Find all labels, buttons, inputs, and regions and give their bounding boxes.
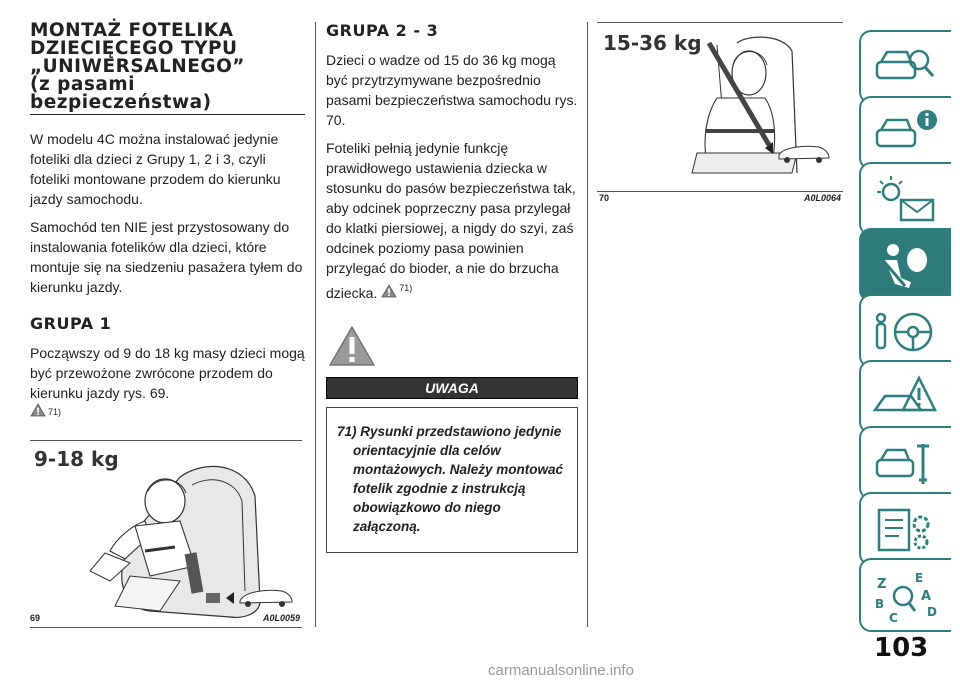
group23-heading: GRUPA 2 - 3 <box>326 21 439 40</box>
page-number: 103 <box>874 633 929 663</box>
note-paragraph: Samochód ten NIE jest przystosowany do instalowania fotelików dla dzieci, które montuje się na siedzeniu pasażera tyłem do kierunku jazdy. <box>30 219 303 295</box>
figure-code: A0L0059 <box>262 613 300 623</box>
sidebar-item-document-gear[interactable] <box>859 492 951 566</box>
steering-key-icon <box>871 304 941 360</box>
group1-warning-reference[interactable] <box>30 403 61 417</box>
svg-text:E: E <box>915 571 924 585</box>
title-line-2: DZIECIĘCEGO TYPU <box>30 38 238 59</box>
figure-label: 9-18 kg <box>34 447 119 471</box>
sidebar-item-alphabet-search[interactable] <box>859 558 951 632</box>
child-seat-group1-illustration <box>30 441 302 627</box>
title-line-3: „UNIWERSALNEGO” <box>30 56 245 77</box>
svg-text:Z: Z <box>877 577 887 592</box>
figure-number: 70 <box>599 193 610 203</box>
warning-triangle-icon <box>30 403 46 417</box>
svg-text:B: B <box>875 597 885 611</box>
figure-label: 15-36 kg <box>603 31 702 55</box>
column-divider-2 <box>587 22 588 627</box>
section-title <box>30 22 305 115</box>
column-2 <box>326 22 578 553</box>
alphabet-search-icon <box>871 568 941 624</box>
warning-ref-number: 71) <box>48 407 62 417</box>
warning-box <box>326 407 578 553</box>
figure-70 <box>597 22 843 203</box>
group23-warning-reference[interactable] <box>381 278 412 298</box>
sidebar-item-car-search[interactable] <box>859 30 951 104</box>
car-tools-icon <box>871 436 941 492</box>
lights-message-icon <box>871 172 941 228</box>
sidebar-item-lights-message[interactable] <box>859 162 951 236</box>
sidebar-item-airbag-passenger[interactable] <box>859 228 951 302</box>
warning-large-icon <box>328 325 376 367</box>
group1-heading: GRUPA 1 <box>30 314 112 333</box>
svg-text:A: A <box>921 589 932 604</box>
column-1 <box>30 22 305 628</box>
car-warning-icon <box>871 370 941 426</box>
car-info-icon <box>871 106 941 162</box>
airbag-passenger-icon <box>871 238 941 294</box>
document-gear-icon <box>871 502 941 558</box>
group23-paragraph-2: Foteliki pełnią jedynie funkcję prawidłowego ustawienia dziecka w stosunku do pasów bezpieczeństwa tak, aby odcinek poprzeczny pasa przylegał do klatki piersiowej, a nigdy do szyi, zaś odcinek poziomy pasa powinien przylegać do bioder, a nie do brzucha dziecka. <box>326 140 576 301</box>
car-search-icon <box>871 40 941 96</box>
figure-code: A0L0064 <box>803 193 841 203</box>
warning-ref-number: 71) <box>399 283 413 293</box>
sidebar-item-car-tools[interactable] <box>859 426 951 500</box>
warning-text: 71) Rysunki przedstawiono jedynie orientacyjnie dla celów montażowych. Należy montować fotelik zgodnie z instrukcją obowiązkowo do niego załączoną. <box>337 424 564 534</box>
svg-text:D: D <box>927 605 937 619</box>
intro-paragraph: W modelu 4C można instalować jedynie foteliki dla dzieci z Grupy 1, 2 i 3, czyli foteliki montowane przodem do kierunku jazdy samochodu. <box>30 131 281 207</box>
figure-69 <box>30 440 302 628</box>
group23-paragraph-1: Dzieci o wadze od 15 do 36 kg mogą być przytrzymywane bezpośrednio pasami bezpieczeństwa samochodu rys. 70. <box>326 52 578 128</box>
watermark: carmanualsonline.info <box>488 662 634 679</box>
sidebar-item-car-warning[interactable] <box>859 360 951 434</box>
group1-paragraph: Począwszy od 9 do 18 kg masy dzieci mogą być przewożone zwrócone przodem do kierunku jazdy rys. 69. <box>30 345 305 401</box>
figure-number: 69 <box>30 613 41 623</box>
title-line-1: MONTAŻ FOTELIKA <box>30 20 234 41</box>
child-seat-group23-illustration <box>597 23 843 191</box>
warning-title-bar: UWAGA <box>326 377 578 399</box>
title-line-5: bezpieczeństwa) <box>30 92 212 113</box>
column-3 <box>597 22 845 203</box>
column-divider-1 <box>315 22 316 627</box>
title-line-4: (z pasami <box>30 74 136 95</box>
sidebar-item-steering-key[interactable] <box>859 294 951 368</box>
warning-triangle-icon <box>381 284 397 298</box>
svg-text:C: C <box>889 611 898 624</box>
sidebar-item-car-info[interactable] <box>859 96 951 170</box>
